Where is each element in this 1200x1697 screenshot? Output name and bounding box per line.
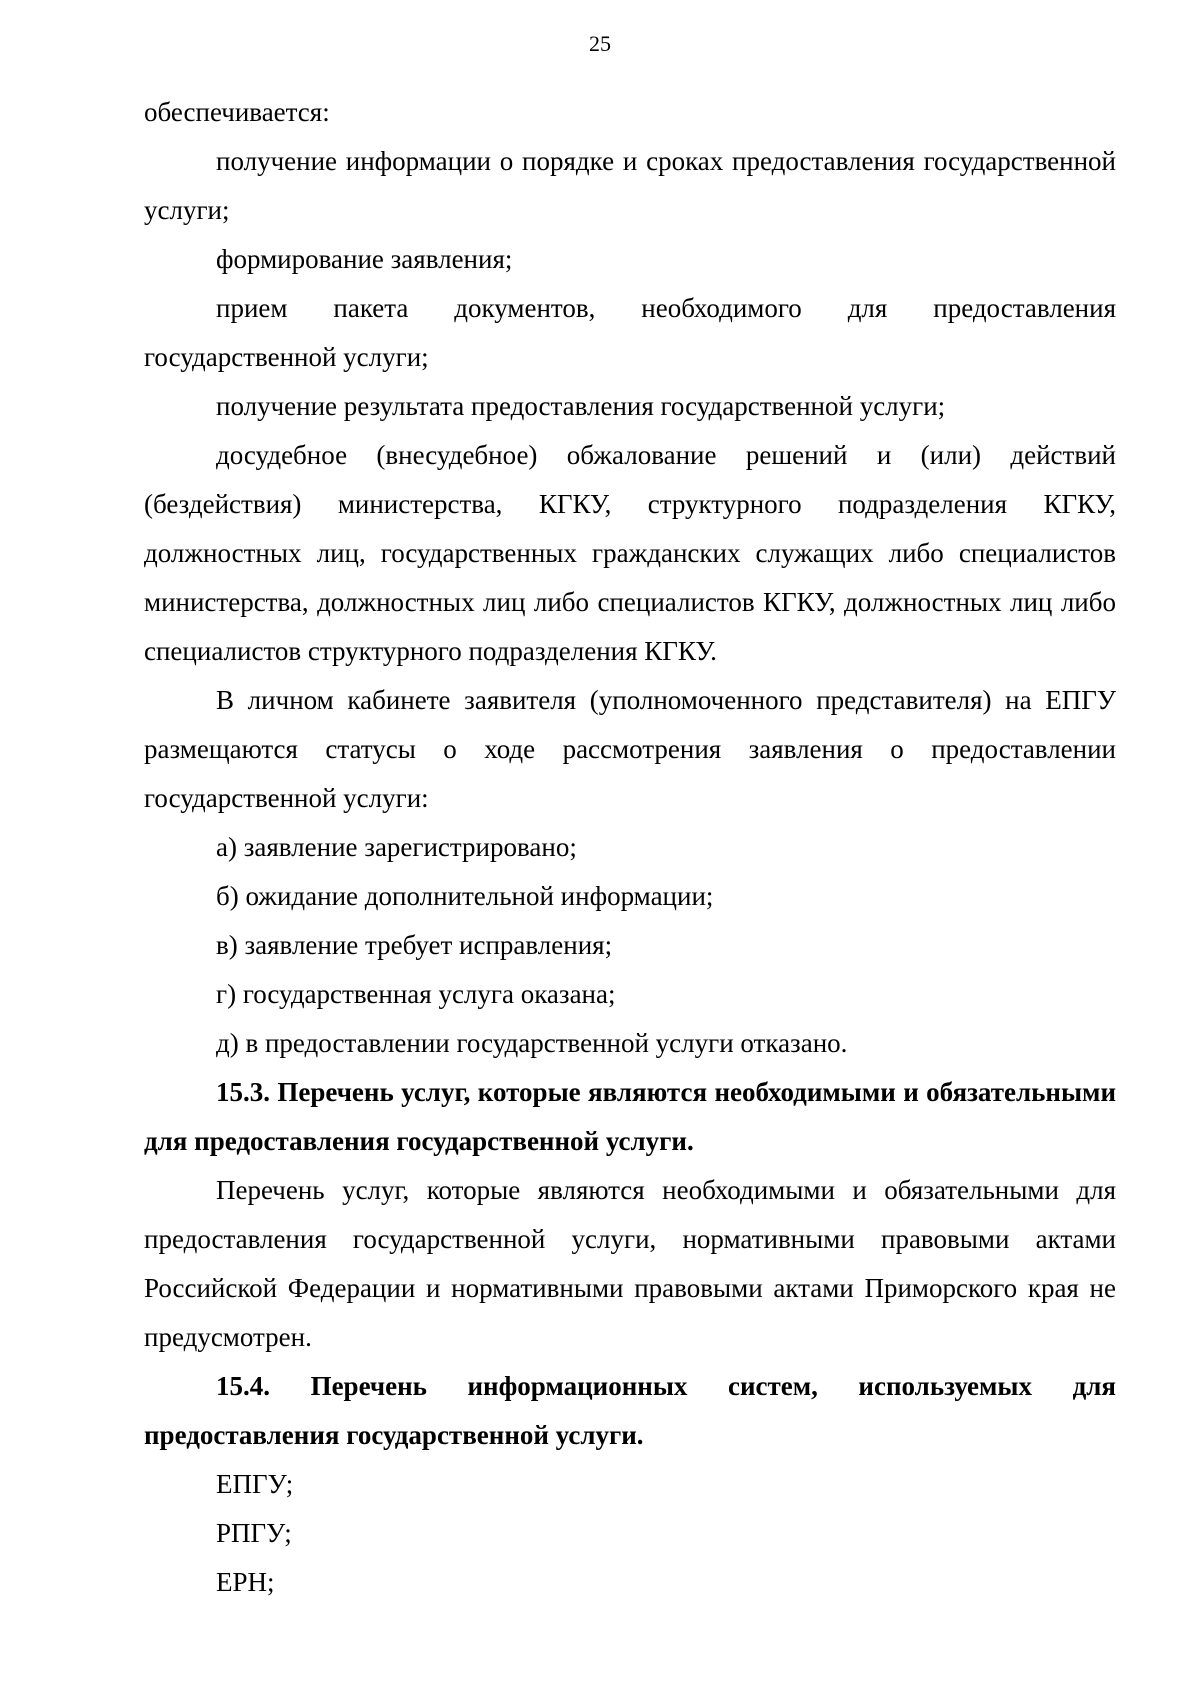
system-item-rpgu: РПГУ; [216, 1518, 292, 1548]
system-item-epgu: ЕПГУ; [216, 1469, 294, 1499]
list-item-form: формирование заявления; [216, 244, 513, 274]
list-item-info: получение информации о порядке и сроках предоставления государственной услуги; [144, 146, 1116, 225]
system-item-ern: ЕРН; [216, 1567, 275, 1597]
status-item-b: б) ожидание дополнительной информации; [216, 881, 714, 911]
paragraph-intro: обеспечивается: [144, 97, 330, 127]
list-item-appeal: досудебное (внесудебное) обжалование решений и (или) действий (бездействия) министерства, КГКУ, структурного подразделения КГКУ, должностных лиц, государственных гражданских служащих либо специалистов министерства, должностных лиц либо специалистов КГКУ, должностных лиц либо специалистов структурного подразделения КГКУ. [144, 440, 1116, 666]
status-item-g: г) государственная услуга оказана; [216, 979, 616, 1009]
page-number: 25 [589, 31, 611, 56]
status-item-a: а) заявление зарегистрировано; [216, 832, 577, 862]
status-item-d: д) в предоставлении государственной услуги отказано. [216, 1028, 848, 1058]
list-item-documents: прием пакета документов, необходимого для предоставления государственной услуги; [144, 293, 1116, 372]
list-item-result: получение результата предоставления государственной услуги; [216, 391, 946, 421]
status-item-v: в) заявление требует исправления; [216, 930, 613, 960]
document-body [144, 88, 1116, 1607]
section-heading-15-3: 15.3. Перечень услуг, которые являются необходимыми и обязательными для предоставления государственной услуги. [144, 1077, 1116, 1156]
paragraph-statuses: В личном кабинете заявителя (уполномоченного представителя) на ЕПГУ размещаются статусы о ходе рассмотрения заявления о предоставлении государственной услуги: [144, 685, 1116, 813]
paragraph-services: Перечень услуг, которые являются необходимыми и обязательными для предоставления государственной услуги, нормативными правовыми актами Российской Федерации и нормативными правовыми актами Приморского края не предусмотрен. [144, 1175, 1116, 1352]
section-heading-15-4: 15.4. Перечень информационных систем, используемых для предоставления государственной услуги. [144, 1371, 1116, 1450]
